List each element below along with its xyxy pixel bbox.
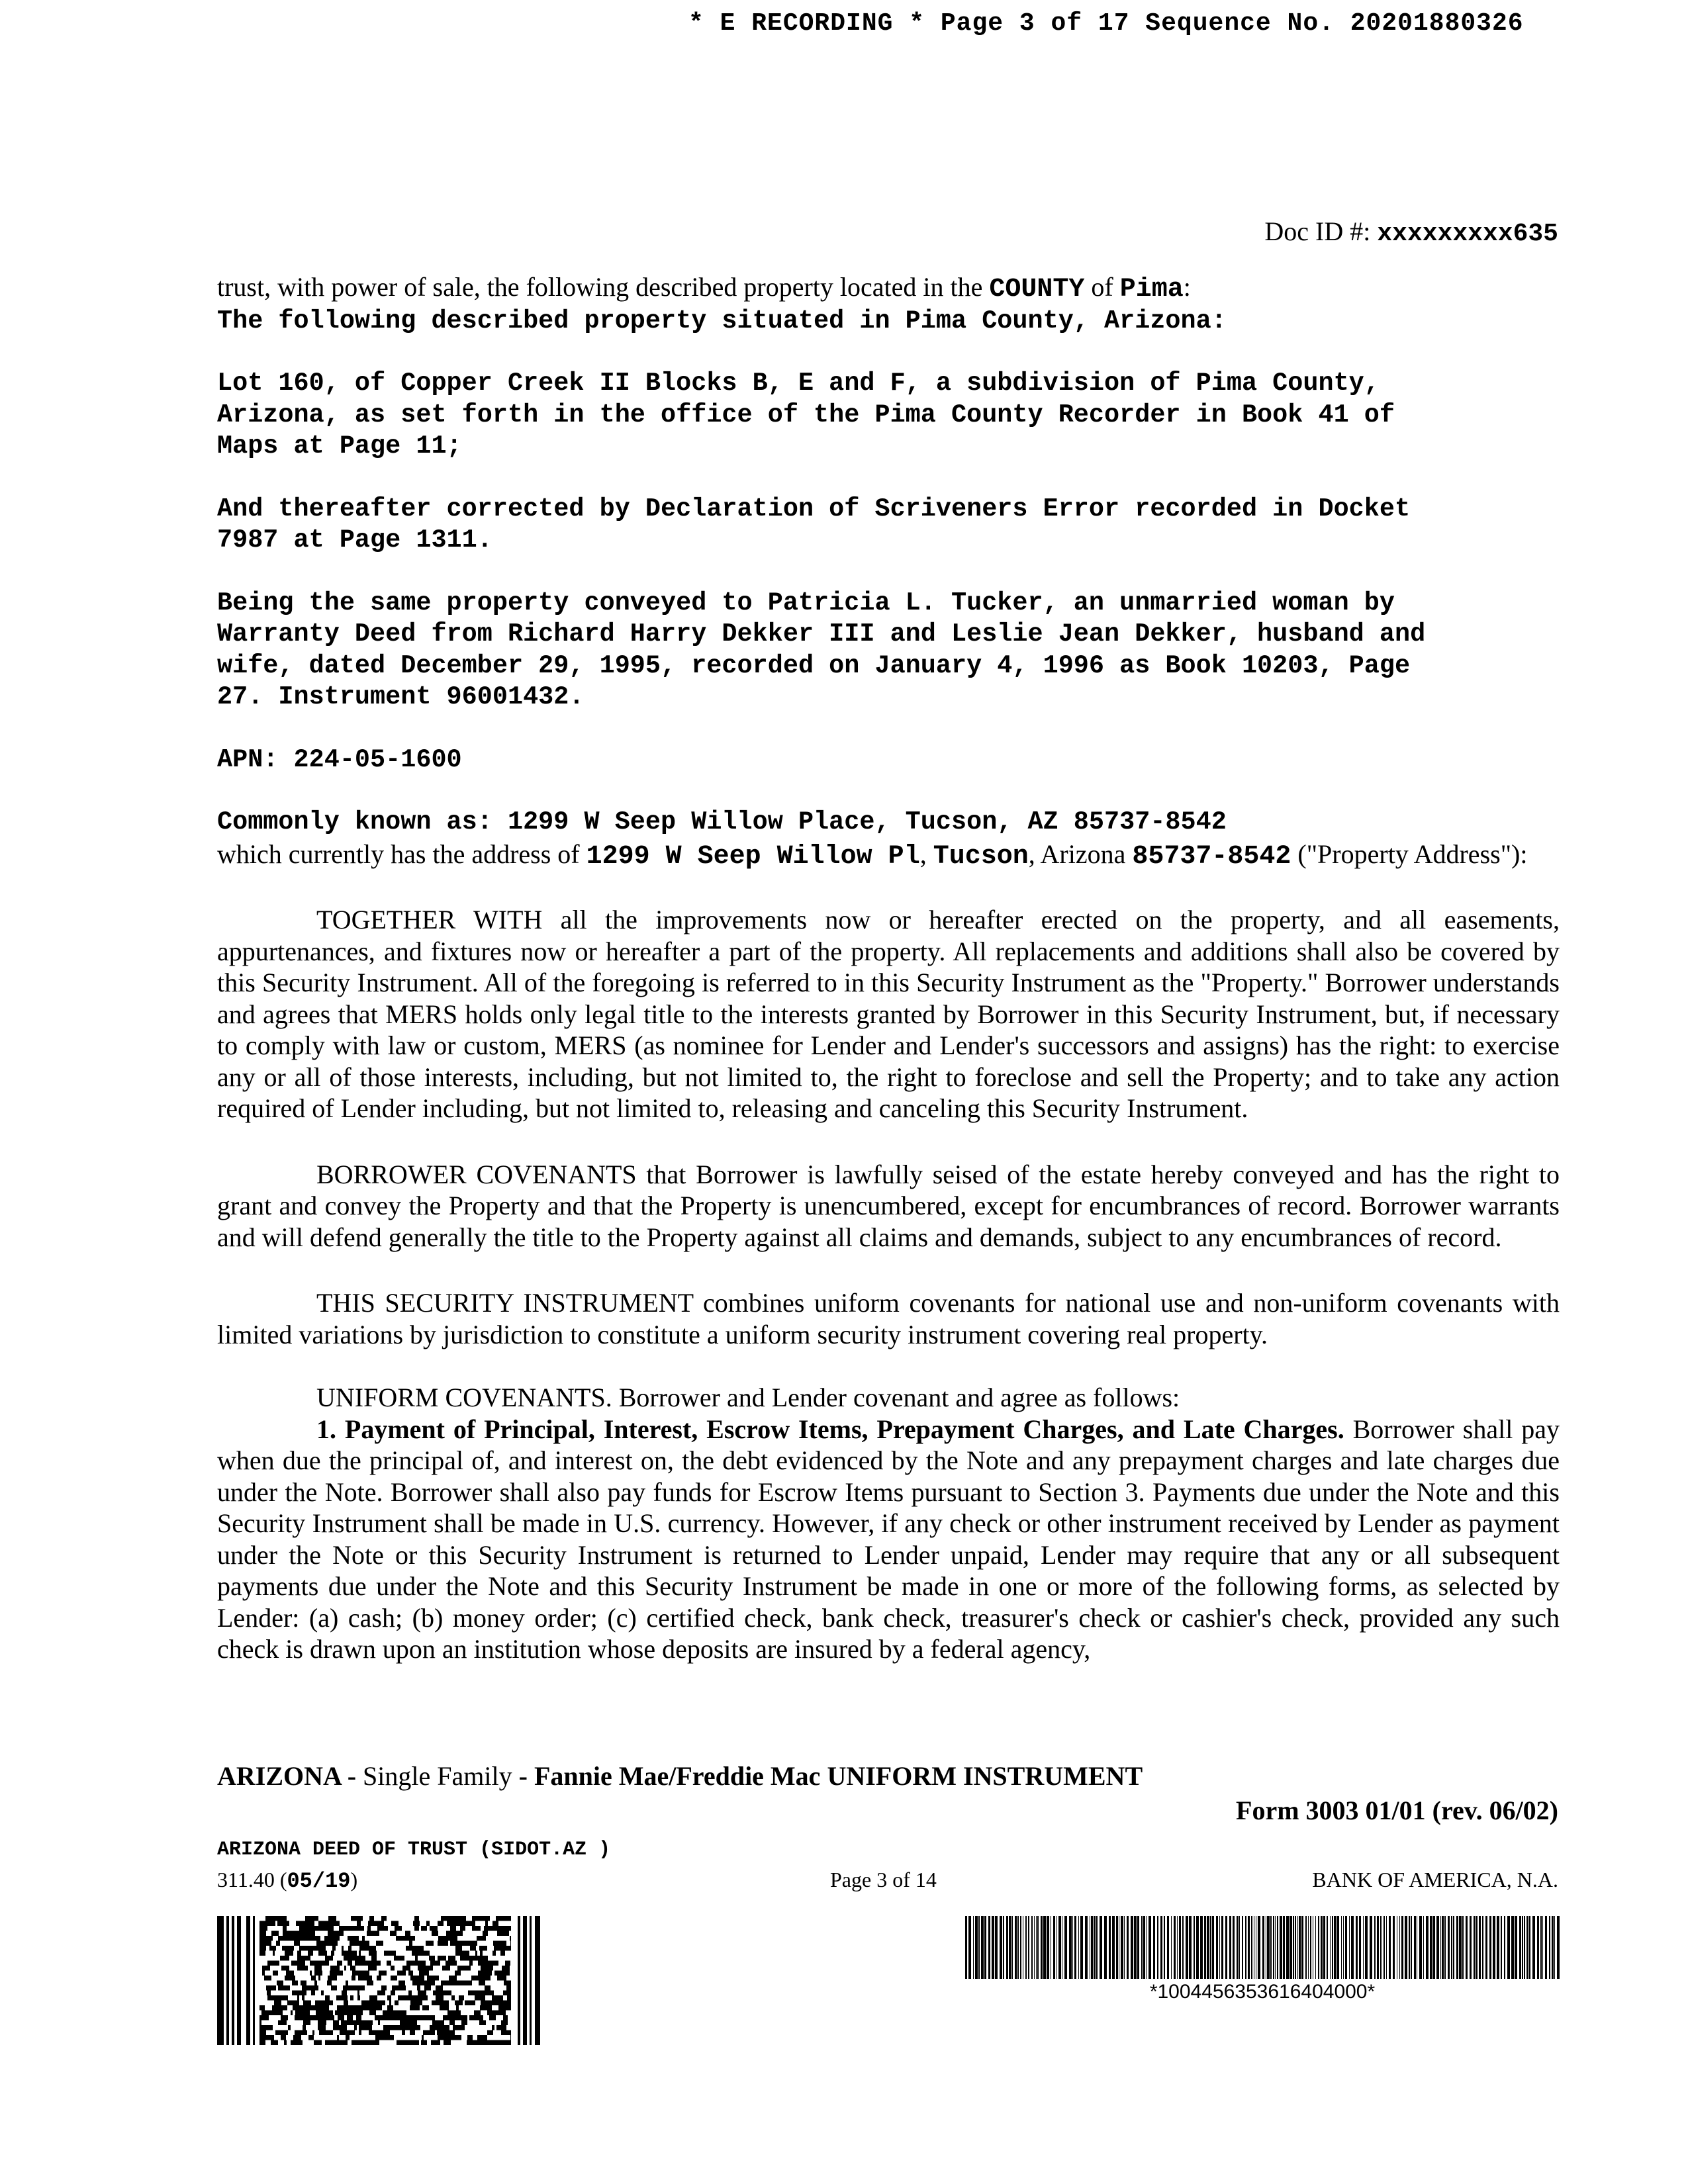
section-1-paragraph: [217, 1414, 1560, 1665]
vesting-line: Being the same property conveyed to Patricia L. Tucker, an unmarried woman by: [217, 588, 1395, 617]
address-sep: ,: [919, 839, 933, 869]
footer-dash: -: [340, 1761, 363, 1791]
lot-line: Maps at Page 11;: [217, 432, 462, 461]
intro-colon: :: [1183, 272, 1191, 302]
footer-family: Single Family: [363, 1761, 512, 1791]
together-with-paragraph: TOGETHER WITH all the improvements now or hereafter erected on the property, and all easements, appurtenances, and fixtures now or hereafter a part of the property. All replacements and additions shall also be covered by this Security Instrument. All of the foregoing is referred to in this Security Instrument as the "Property." Borrower understands and agrees that MERS holds only legal title to the interests granted by Borrower in this Security Instrument, but, if necessary to comply with law or custom, MERS (as nominee for Lender and Lender's successors and assigns) has the right: to exercise any or all of those interests, including, but not limited to, the right to foreclose and sell the Property; and to take any action required of Lender including, but not limited to, releasing and canceling this Security Instrument.: [217, 905, 1560, 1123]
security-instrument-paragraph: THIS SECURITY INSTRUMENT combines uniform covenants for national use and non-uniform covenants with limited variations by jurisdiction to constitute a uniform security instrument covering real property.: [217, 1288, 1560, 1349]
footer-deed-title: ARIZONA DEED OF TRUST (SIDOT.AZ ): [217, 1839, 611, 1861]
doc-id-value: xxxxxxxxx635: [1377, 220, 1558, 248]
document-body: [217, 271, 1560, 1665]
intro-text-of: of: [1084, 272, 1120, 302]
lot-line: Arizona, as set forth in the office of the Pima County Recorder in Book 41 of: [217, 400, 1395, 430]
address-state: , Arizona: [1028, 839, 1133, 869]
pdf417-barcode: [217, 1916, 540, 2045]
commonly-known-as: Commonly known as: 1299 W Seep Willow Place, Tucson, AZ 85737-8542: [217, 807, 1227, 837]
doc-id: [1264, 216, 1558, 248]
footer-uniform: Fannie Mae/Freddie Mac UNIFORM INSTRUMENT: [534, 1761, 1143, 1791]
vesting-line: wife, dated December 29, 1995, recorded on January 4, 1996 as Book 10203, Page: [217, 651, 1411, 680]
apn: APN: 224-05-1600: [217, 745, 462, 774]
footer-dash: -: [512, 1761, 534, 1791]
property-address-paragraph: [217, 839, 1560, 873]
county-keyword: COUNTY: [989, 275, 1085, 304]
correction-line: And thereafter corrected by Declaration of Scriveners Error recorded in Docket: [217, 494, 1411, 523]
footer-page-number: Page 3 of 14: [830, 1868, 937, 1891]
address-city: Tucson: [933, 841, 1029, 872]
vesting-line: Warranty Deed from Richard Harry Dekker III and Leslie Jean Dekker, husband and: [217, 619, 1426, 649]
address-zip: 85737-8542: [1132, 841, 1291, 872]
legal-lot-description: [217, 368, 1560, 463]
legal-vesting: [217, 588, 1560, 713]
legal-heading: The following described property situated in Pima County, Arizona:: [217, 306, 1227, 336]
section-1-heading: 1. Payment of Principal, Interest, Escrow Items, Prepayment Charges, and Late Charges.: [316, 1414, 1344, 1444]
address-text: which currently has the address of: [217, 839, 586, 869]
barcode-number: *1004456353616404000*: [1149, 1981, 1376, 2003]
section-1-text: Borrower shall pay when due the principal of, and interest on, the debt evidenced by the Note and any prepayment charges and late charges due under the Note. Borrower shall also pay funds for Escrow Items pursuant to Section 3. Payments due under the Note and this Security Instrument shall be made in U.S. currency. However, if any check or other instrument received by Lender as payment under the Note or this Security Instrument is returned to Lender unpaid, Lender may require that any or all subsequent payments due under the Note and this Security Instrument be made in one or more of the following forms, as selected by Lender: (a) cash; (b) money order; (c) certified check, bank check, treasurer's check or cashier's check, provided any such check is drawn upon an institution whose deposits are insured by a federal agency,: [217, 1414, 1560, 1664]
vesting-line: 27. Instrument 96001432.: [217, 682, 585, 711]
linear-barcode: [965, 1916, 1560, 1979]
intro-text: trust, with power of sale, the following described property located in the: [217, 272, 990, 302]
footer-instrument-title: [217, 1760, 1143, 1792]
intro-line: [217, 271, 1560, 306]
address-street: 1299 W Seep Willow Pl: [586, 841, 920, 872]
footer-form-code: [217, 1868, 357, 1893]
recording-stamp: * E RECORDING * Page 3 of 17 Sequence No. 20201880326: [688, 9, 1524, 38]
footer-code-prefix: 311.40 (: [217, 1868, 287, 1891]
footer-state: ARIZONA: [217, 1761, 341, 1791]
borrower-covenants-paragraph: BORROWER COVENANTS that Borrower is lawfully seised of the estate hereby conveyed and has the right to grant and convey the Property and that the Property is unencumbered, except for encumbrances of record. Borrower warrants and will defend generally the title to the Property against all claims and demands, subject to any encumbrances of record.: [217, 1159, 1560, 1252]
footer-form-number: Form 3003 01/01 (rev. 06/02): [1236, 1796, 1558, 1825]
footer-code-suffix: ): [350, 1868, 358, 1891]
address-label: ("Property Address"):: [1291, 839, 1528, 869]
legal-correction: [217, 494, 1560, 557]
county-name: Pima: [1119, 275, 1184, 304]
footer-lender-name: BANK OF AMERICA, N.A.: [1312, 1868, 1558, 1891]
lot-line: Lot 160, of Copper Creek II Blocks B, E and F, a subdivision of Pima County,: [217, 369, 1380, 398]
footer-code-date: 05/19: [287, 1869, 351, 1893]
correction-line: 7987 at Page 1311.: [217, 525, 492, 555]
uniform-covenants-heading: UNIFORM COVENANTS. Borrower and Lender covenant and agree as follows:: [316, 1383, 1180, 1412]
doc-id-label: Doc ID #:: [1264, 216, 1378, 246]
